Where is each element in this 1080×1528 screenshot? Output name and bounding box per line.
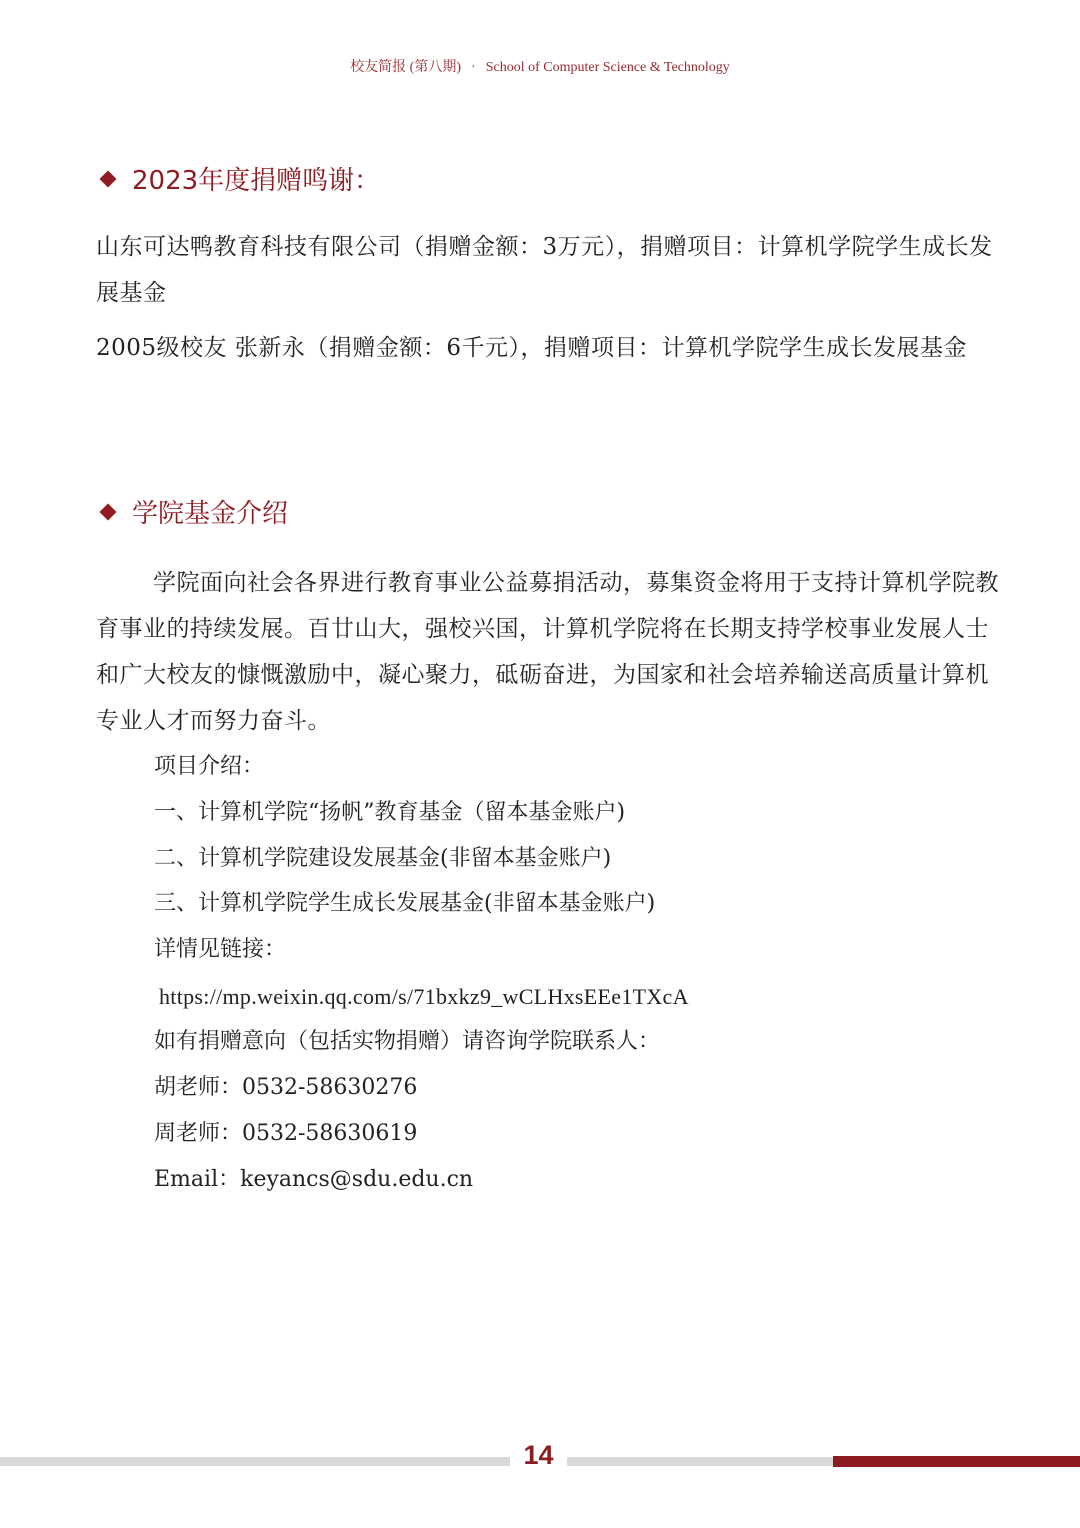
footer-bar-left	[0, 1457, 510, 1466]
link-label: 详情见链接：	[154, 937, 287, 962]
diamond-bullet-icon	[100, 170, 117, 187]
project-item: 三、计算机学院学生成长发展基金(非留本基金账户)	[154, 891, 656, 916]
donation-entry: 山东可达鸭教育科技有限公司（捐赠金额：3万元），捐赠项目：计算机学院学生成长发展基金	[96, 234, 993, 306]
section-title-donation-thanks	[98, 160, 380, 197]
details-link[interactable]: https://mp.weixin.qq.com/s/71bxkz9_wCLHxsEEe1TXcA	[159, 984, 689, 1009]
header-school-name: School of Computer Science & Technology	[485, 60, 730, 75]
contact-email: Email：keyancs@sdu.edu.cn	[154, 1167, 474, 1192]
project-item: 一、计算机学院“扬帆”教育基金（留本基金账户)	[154, 800, 626, 825]
contact-intro: 如有捐赠意向（包括实物捐赠）请咨询学院联系人：	[154, 1029, 661, 1054]
donation-entry: 2005级校友 张新永（捐赠金额：6千元），捐赠项目：计算机学院学生成长发展基金	[96, 335, 967, 361]
contact-zhou: 周老师：0532-58630619	[154, 1121, 418, 1146]
page-number: 14	[523, 1440, 554, 1470]
contact-hu: 胡老师：0532-58630276	[154, 1075, 418, 1100]
header-separator: ·	[471, 60, 476, 75]
footer-bar-middle	[567, 1457, 833, 1466]
project-label: 项目介绍：	[154, 754, 265, 779]
header-newsletter-title: 校友简报 (第八期)	[350, 60, 462, 75]
project-item: 二、计算机学院建设发展基金(非留本基金账户)	[154, 846, 612, 871]
section-title-text: 2023年度捐赠鸣谢：	[132, 166, 381, 196]
running-header	[0, 56, 1080, 76]
diamond-bullet-icon	[100, 503, 117, 520]
section-title-fund-intro	[98, 493, 288, 530]
footer-bar-accent	[833, 1456, 1080, 1467]
section-title-text: 学院基金介绍	[132, 499, 289, 529]
fund-intro-paragraph: 学院面向社会各界进行教育事业公益募捐活动，募集资金将用于支持计算机学院教育事业的持续发展。百廿山大，强校兴国，计算机学院将在长期支持学校事业发展人士和广大校友的慷慨激励中，凝心聚力，砥砺奋进，为国家和社会培养输送高质量计算机专业人才而努力奋斗。	[96, 570, 999, 734]
